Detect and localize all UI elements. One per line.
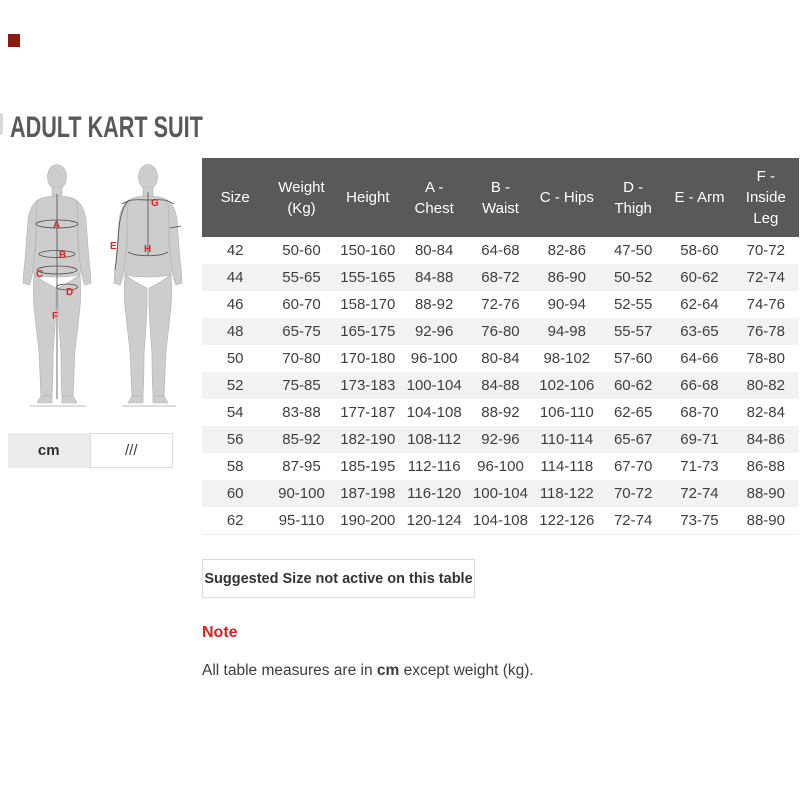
cell: 75-85 — [282, 377, 321, 394]
cell: 78-80 — [746, 350, 785, 367]
cell: 60-62 — [613, 377, 653, 394]
cell: 44 — [226, 269, 244, 286]
unit-toggle — [8, 433, 173, 468]
cell: 84-88 — [414, 269, 454, 286]
body-measurement-diagram — [10, 156, 200, 418]
cell: 82-84 — [746, 404, 785, 421]
cell: 50-60 — [282, 242, 321, 259]
cell: 72-74 — [613, 511, 653, 529]
cell: 92-96 — [414, 323, 454, 340]
cell: 67-70 — [613, 458, 653, 475]
table-row-size-50 — [202, 345, 799, 372]
cell: 73-75 — [680, 511, 719, 529]
cell: 68-70 — [680, 404, 719, 421]
cell: 58-60 — [680, 242, 719, 259]
cell: 150-160 — [340, 242, 396, 259]
measures-note-suffix: except weight (kg). — [399, 662, 534, 679]
table-row-size-48 — [202, 318, 799, 345]
table-row-size-60 — [202, 480, 799, 507]
cell: 69-71 — [680, 431, 719, 448]
cell: 80-84 — [481, 350, 520, 367]
cell: 118-122 — [539, 485, 594, 502]
column-header-waist: B - Waist — [467, 158, 533, 237]
column-header-thigh: D - Thigh — [600, 158, 666, 237]
cell: 87-95 — [282, 458, 321, 475]
cell: 182-190 — [340, 431, 396, 448]
cell: 82-86 — [547, 242, 586, 259]
table-row-size-54 — [202, 399, 799, 426]
cell: 86-88 — [746, 458, 785, 475]
table-row-size-42 — [202, 237, 799, 264]
cell: 62 — [226, 511, 244, 529]
cell: 52-55 — [613, 296, 653, 313]
cell: 92-96 — [481, 431, 520, 448]
cell: 122-126 — [539, 511, 595, 529]
table-row-size-56 — [202, 426, 799, 453]
cell: 104-108 — [406, 404, 462, 421]
cell: 173-183 — [340, 377, 396, 394]
cell: 90-94 — [547, 296, 586, 313]
suggested-size-button: Suggested Size not active on this table — [202, 559, 475, 598]
column-header-size: Size — [202, 158, 268, 237]
cell: 155-165 — [340, 269, 396, 286]
cell: 116-120 — [407, 485, 462, 502]
cell: 74-76 — [746, 296, 785, 313]
cell: 58 — [226, 458, 244, 475]
measures-note-prefix: All table measures are in — [202, 662, 377, 679]
cell: 71-73 — [680, 458, 719, 475]
size-table-head — [202, 158, 799, 237]
back-figure — [114, 165, 182, 407]
cell: 98-102 — [543, 350, 591, 367]
cell: 88-92 — [481, 404, 520, 421]
cell: 102-106 — [539, 377, 595, 394]
measure-letter-C: C — [36, 269, 44, 280]
left-edge-widget-sliver — [0, 113, 3, 135]
cell: 60-62 — [680, 269, 719, 286]
table-row-size-46 — [202, 291, 799, 318]
cell: 64-68 — [481, 242, 520, 259]
cell: 72-74 — [680, 485, 719, 502]
table-row-size-52 — [202, 372, 799, 399]
measure-letter-A: A — [53, 220, 61, 231]
cell: 70-72 — [746, 242, 785, 259]
cell: 65-67 — [613, 431, 653, 448]
cell: 88-90 — [746, 511, 785, 529]
cell: 120-124 — [406, 511, 462, 529]
measure-letter-F: F — [52, 311, 59, 322]
cell: 68-72 — [481, 269, 520, 286]
measure-letter-B: B — [59, 250, 67, 261]
cell: 62-64 — [680, 296, 719, 313]
cell: 72-74 — [746, 269, 785, 286]
cell: 70-72 — [613, 485, 653, 502]
measure-letter-H: H — [144, 244, 152, 255]
measures-note-unit: cm — [376, 662, 400, 679]
column-header-arm: E - Arm — [666, 158, 732, 237]
size-chart-table — [202, 158, 799, 535]
cell: 64-66 — [680, 350, 719, 367]
cell: 76-78 — [746, 323, 785, 340]
cell: 56 — [226, 431, 244, 448]
measure-letter-G: G — [151, 198, 159, 209]
cell: 96-100 — [410, 350, 458, 367]
size-table-head-row — [202, 158, 799, 237]
cell: 95-110 — [278, 511, 325, 529]
cell: 90-100 — [278, 485, 325, 502]
table-row-size-62 — [202, 507, 799, 534]
cell: 52 — [226, 377, 244, 394]
column-header-weight: Weight (Kg) — [268, 158, 334, 237]
front-figure — [23, 165, 91, 407]
unit-toggle-inches[interactable]: /// — [90, 433, 174, 468]
cell: 55-65 — [282, 269, 321, 286]
cell: 112-116 — [407, 458, 461, 475]
note-heading: Note — [202, 624, 238, 641]
size-table-body — [202, 237, 799, 534]
measure-letter-E: E — [110, 241, 117, 252]
cell: 50-52 — [613, 269, 653, 286]
cell: 165-175 — [340, 323, 396, 340]
cell: 104-108 — [472, 511, 528, 529]
cell: 42 — [226, 242, 244, 259]
cell: 76-80 — [481, 323, 520, 340]
measures-note — [202, 662, 534, 680]
cell: 86-90 — [547, 269, 586, 286]
cell: 106-110 — [539, 404, 594, 421]
cell: 110-114 — [540, 431, 594, 448]
cell: 62-65 — [613, 404, 653, 421]
table-row-size-58 — [202, 453, 799, 480]
column-header-hips: C - Hips — [534, 158, 600, 237]
cell: 65-75 — [282, 323, 321, 340]
cell: 88-92 — [414, 296, 454, 313]
cell: 83-88 — [282, 404, 321, 421]
unit-toggle-cm[interactable]: cm — [8, 433, 90, 468]
cell: 88-90 — [746, 485, 785, 502]
cell: 84-86 — [746, 431, 785, 448]
column-header-height: Height — [335, 158, 401, 237]
cell: 47-50 — [613, 242, 653, 259]
cell: 96-100 — [477, 458, 524, 475]
cell: 187-198 — [340, 485, 396, 502]
cell: 80-82 — [746, 377, 785, 394]
cell: 177-187 — [340, 404, 396, 421]
cell: 158-170 — [340, 296, 396, 313]
cell: 170-180 — [340, 350, 396, 367]
column-header-chest: A - Chest — [401, 158, 467, 237]
cell: 57-60 — [613, 350, 653, 367]
cell: 46 — [226, 296, 244, 313]
cell: 108-112 — [407, 431, 462, 448]
cell: 114-118 — [540, 458, 594, 475]
column-header-inside-leg: F - Inside Leg — [733, 158, 799, 237]
cell: 60 — [226, 485, 244, 502]
cell: 66-68 — [680, 377, 719, 394]
cell: 70-80 — [282, 350, 321, 367]
cell: 94-98 — [547, 323, 586, 340]
cell: 84-88 — [481, 377, 520, 394]
table-row-size-44 — [202, 264, 799, 291]
cell: 185-195 — [340, 458, 396, 475]
cell: 85-92 — [282, 431, 321, 448]
page-title: ADULT KART SUIT — [10, 111, 203, 144]
cell: 48 — [226, 323, 244, 340]
measure-letter-D: D — [66, 287, 74, 298]
cell: 63-65 — [680, 323, 719, 340]
measurement-figures-svg — [10, 156, 200, 418]
cell: 100-104 — [406, 377, 462, 394]
cell: 60-70 — [282, 296, 321, 313]
cell: 190-200 — [340, 511, 396, 529]
cell: 54 — [226, 404, 244, 421]
cell: 100-104 — [472, 485, 528, 502]
cell: 50 — [226, 350, 244, 367]
cell: 72-76 — [481, 296, 520, 313]
brand-logo-square — [8, 34, 20, 47]
cell: 80-84 — [414, 242, 454, 259]
cell: 55-57 — [613, 323, 653, 340]
